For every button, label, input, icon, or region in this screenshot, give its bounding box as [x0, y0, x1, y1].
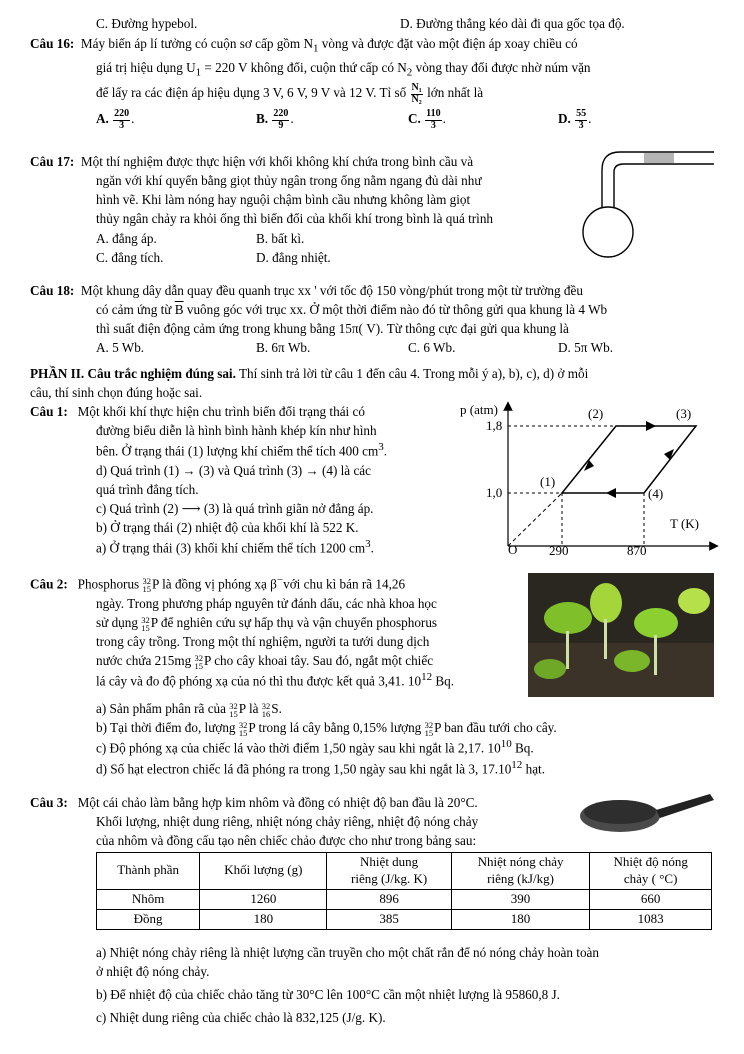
- table-cell: 1083: [590, 909, 712, 929]
- option-b: B. 6π Wb.: [256, 340, 311, 356]
- frying-pan-photo: [578, 790, 718, 838]
- option-d: D. Đường thẳng kéo dài đi qua gốc tọa độ.: [400, 16, 625, 31]
- svg-text:870: 870: [627, 543, 647, 558]
- table-cell: Nhôm: [97, 889, 200, 909]
- table-row: [97, 909, 712, 929]
- table-header-cell: Nhiệt độ nóng chảy ( °C): [590, 853, 712, 890]
- option-a: A. $\frac{220}{3}$ .: [96, 108, 135, 131]
- svg-text:O: O: [508, 542, 518, 557]
- question-label: Câu 2:: [30, 576, 68, 592]
- vector-b: $\overline{B}$: [174, 302, 184, 318]
- p-t-cycle-graph: [456, 398, 726, 568]
- table-cell: 1260: [200, 889, 327, 909]
- table-cell: 180: [200, 909, 327, 929]
- ratio-fraction: $\frac{\text{N₁}}{\text{N₂}}$: [411, 82, 422, 105]
- option-c: C. $\frac{110}{3}$ .: [408, 108, 446, 131]
- svg-text:1,8: 1,8: [486, 418, 503, 433]
- svg-text:(2): (2): [588, 406, 604, 421]
- question-17: Câu 17: Một thí nghiệm được thực hiện với khối không khí chứa trong bình cầu và ngăn với khí quyển bằng giọt thủy ngân trong ống nằm ngang đủ dài như hình vẽ. Khi làm nóng hay nguội chậm bình cầu nhưng không làm giọt thủy ngân chảy ra khỏi ống thì biến đổi của khối khí trong bình là quá trình A. đẳng áp. B. bất kì. C. đẳng tích. D. đẳng nhiệt.: [30, 152, 720, 267]
- question-label: Câu 17:: [30, 154, 75, 169]
- table-header-cell: Khối lượng (g): [200, 853, 327, 890]
- question-label: Câu 16:: [30, 36, 75, 51]
- question-16: Câu 16: Máy biến áp lí tưởng có cuộn sơ cấp gồm $N_1$ vòng và được đặt vào một điện áp xoay chiều có giá trị hiệu dụng $U_1 = 220$ V không đổi, cuộn thứ cấp có $N_2$ vòng thay đổi được nhờ núm vặn để lấy ra các điện áp hiệu dụng 3 V, 6 V, 9 V và 12 V. Tỉ số $\frac{\text{N₁}}{\text{N₂}}$ lớn nhất là A. $\frac{220}{3}$ . B. $\frac{220}{9}$ . C. $\frac{110}{3}$ . D. $\frac{55}{3}$ .: [30, 36, 592, 131]
- table-header-cell: Nhiệt nóng chảy riêng (kJ/kg): [451, 853, 590, 890]
- table-cell: 390: [451, 889, 590, 909]
- svg-text:(1): (1): [540, 474, 556, 489]
- part2-question-1: Câu 1: Một khối khí thực hiện chu trình biến đổi trạng thái có đường biểu diễn là hình bình hành khép kín như hình bên. Ở trạng thái (1) lượng khí chiếm thể tích 400 $cm^3$. d) Quá trình (1) → (3) và Quá trình (3) → (4) là các quá trình đẳng tích. c) Quá trình (2) ⟶ (3) là quá trình giãn nở đẳng áp. b) Ở trạng thái (2) nhiệt độ của khối khí là 522 K. a) Ở trạng thái (3) khối khí chiếm thể tích 1200 $cm^3$.: [30, 404, 387, 556]
- question-label: Câu 18:: [30, 283, 75, 298]
- option-a: A. đẳng áp.: [96, 230, 157, 246]
- part2-question-2: Câu 2: Phosphorus 32 15 P là đồng vị phóng xạ β−với chu kì bán rã 14,26 ngày. Trong phương pháp nguyên tử đánh dấu, các nhà khoa học sử dụng 32 15 P để nghiên cứu sự hấp thụ và vận chuyển phosphorus trong cây trồng. Trong một thí nghiệm, người ta tưới dung dịch nước chứa 215mg 32 15 P cho cây khoai tây. Sau đó, ngắt một chiếc lá cây và đo độ phóng xạ của nó thì thu được kết quả 3,41. $10^{12}$ Bq.: [30, 574, 455, 689]
- table-cell: 385: [327, 909, 451, 929]
- option-d: D. đẳng nhiệt.: [256, 249, 331, 265]
- table-cell: 660: [590, 889, 712, 909]
- materials-table: [96, 852, 712, 930]
- part2-question-2-statements: a) Sản phẩm phân rã của 32 15 P là 32 16 S. b) Tại thời điểm đo, lượng 32 15 P trong lá cây bằng 0,15% lượng 32 15 P ban đầu tưới cho cây. c) Độ phóng xạ của chiếc lá vào thời điểm 1,50 ngày sau khi ngắt là 2,17. $10^{10}$ Bq. d) Số hạt electron chiếc lá đã phóng ra trong 1,50 ngày sau khi ngắt là 3, 17.10$^{12}$ hạt.: [96, 700, 557, 777]
- materials-table-wrap: [96, 852, 712, 930]
- cycle-path: [562, 426, 696, 493]
- svg-text:p (atm): p (atm): [460, 402, 498, 417]
- table-cell: 180: [451, 909, 590, 929]
- part2-question-3-statements: a) Nhiệt nóng chảy riêng là nhiệt lượng cần truyền cho một chất rắn để nó nóng chảy hoàn toàn ở nhiệt độ nóng chảy. b) Để nhiệt độ của chiếc chảo tăng từ 30°C lên 100°C cần một nhiệt lượng là 95860,8 J. c) Nhiệt dung riêng của chiếc chảo là 832,125 (J/g. K).: [96, 945, 599, 1026]
- option-c: C. đẳng tích.: [96, 249, 164, 265]
- svg-text:1,0: 1,0: [486, 485, 503, 500]
- option-b: B. bất kì.: [256, 230, 305, 246]
- prev-question-options: [30, 14, 720, 33]
- svg-text:T (K): T (K): [670, 516, 700, 531]
- option-d: D. 5π Wb.: [558, 340, 614, 356]
- table-cell: 896: [327, 889, 451, 909]
- table-header-cell: Thành phần: [97, 853, 200, 890]
- flask-tube-diagram: [578, 140, 718, 270]
- mercury-drop: [644, 153, 674, 163]
- table-cell: Đồng: [97, 909, 200, 929]
- svg-text:(3): (3): [676, 406, 692, 421]
- question-18: Câu 18: Một khung dây dẫn quay đều quanh trục xx ' với tốc độ 150 vòng/phút trong một từ trường đều có cảm ứng từ $\overline{B}$ vuông góc với trục xx. Ở một thời điểm nào đó từ thông gửi qua khung là 4 Wb thì suất điện động cảm ứng trong khung bằng 15π( V). Từ thông cực đại gửi qua khung là A. 5 Wb. B. 6π Wb. C. 6 Wb. D. 5π Wb.: [30, 281, 720, 357]
- question-label: Câu 1:: [30, 404, 68, 419]
- svg-text:(4): (4): [648, 486, 664, 501]
- table-header-cell: Nhiệt dung riêng (J/kg. K): [327, 853, 451, 890]
- option-d: D. $\frac{55}{3}$ .: [558, 108, 592, 131]
- option-a: A. 5 Wb.: [96, 340, 145, 356]
- part2-question-3: Câu 3: Một cái chảo làm bằng hợp kim nhôm và đồng có nhiệt độ ban đầu là 20°C. Khối lượng, nhiệt dung riêng, nhiệt nóng chảy riêng, nhiệt độ nóng chảy của nhôm và đồng cấu tạo nên chiếc chảo được cho như trong bảng sau:: [30, 795, 479, 849]
- table-row: [97, 889, 712, 909]
- option-c: C. 6 Wb.: [408, 340, 456, 356]
- question-label: Câu 3:: [30, 795, 68, 810]
- part-2-header: PHẦN II. Câu trắc nghiệm đúng sai. Thí sinh trả lời từ câu 1 đến câu 4. Trong mỗi ý a), b), c), d) ở mỗi câu, thí sinh chọn đúng hoặc sai.: [30, 366, 589, 401]
- option-b: B. $\frac{220}{9}$ .: [256, 108, 294, 131]
- svg-text:290: 290: [549, 543, 569, 558]
- option-c: C. Đường hypebol.: [96, 16, 198, 31]
- seedling-photo: [528, 573, 714, 697]
